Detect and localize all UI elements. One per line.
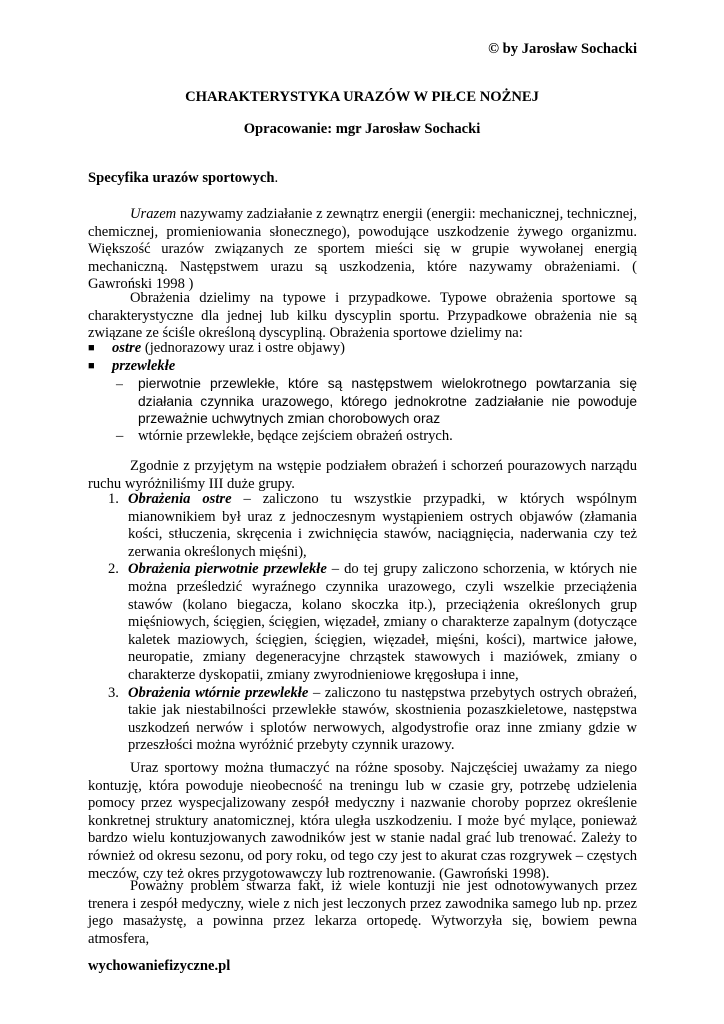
- paragraph-problem: [88, 878, 637, 948]
- dash-bullet-icon: –: [116, 427, 124, 444]
- bullet-term: przewlekłe: [112, 357, 176, 374]
- dash-text: wtórnie przewlekłe, będące zejściem obrażeń ostrych.: [138, 427, 453, 444]
- square-bullet-icon: ■: [88, 359, 95, 372]
- list-item: [88, 491, 637, 561]
- list-item: [88, 340, 637, 358]
- list-item: [88, 428, 637, 446]
- paragraph-text: Poważny problem stwarza fakt, iż wiele kontuzji nie jest odnotowywanych przez trenera i zespół medyczny, wiele z nich jest leczonych przez zawodnika samego lub np. przez jego masażystę, a powinna przez lekarza ortopedę. Wytworzyła się, bowiem pewna atmosfera,: [88, 878, 637, 947]
- author-line: Opracowanie: mgr Jarosław Sochacki: [243, 121, 481, 137]
- dash-bullet-icon: –: [116, 376, 123, 392]
- square-bullet-icon: ■: [88, 342, 95, 354]
- list-item: [88, 685, 637, 755]
- bullet-term: ostre: [112, 340, 142, 356]
- paragraph-obrazenia: [88, 290, 637, 343]
- item-term: Obrażenia wtórnie przewlekłe: [128, 684, 309, 701]
- item-number: 1.: [108, 491, 119, 507]
- item-text: – do tej grupy zaliczono schorzenia, w których nie można prześledzić wyraźnego czynnika urazowego, czyli wszelkie przeciążenia stawów (kolano biegacza, kolano skoczka itp.), przeciążenia określonych grup mięśniowych, ścięgien, ścięgien, więzadeł, zmiany o charakterze zapalnym (dotyczące kaletek maziowych, ścięgien, ścięgien, więzadeł, mięśni, kości), martwice jałowe, neuropatie, zmiany degeneracyjne chrząstek stawowych i maziówek, zmiany o charakterze dyskopatii, zmiany zwyrodnieniowe kręgosłupa i inne,: [128, 561, 637, 683]
- term-urazem: Urazem: [130, 206, 177, 222]
- dash-text: pierwotnie przewlekłe, które są następstwem wielokrotnego powtarzania się działania czynnika urazowego, którego jednokrotne zadziałanie nie powoduje przeważnie uchwytnych zmian chorobowych oraz: [138, 376, 637, 427]
- paragraph-text: Zgodnie z przyjętym na wstępie podziałem obrażeń i schorzeń pourazowych narządu ruchu wyróżniliśmy III duże grupy.: [88, 458, 637, 492]
- paragraph-grupy: [88, 458, 637, 493]
- item-term: Obrażenia ostre: [128, 491, 232, 507]
- footer-site: wychowaniefizyczne.pl: [88, 958, 231, 974]
- copyright-notice: © by Jarosław Sochacki: [488, 41, 637, 57]
- item-text: – zaliczono tu wszystkie przypadki, w których wspólnym mianownikiem był uraz z jednoczesnym wystąpieniem ostrych objawów (złamania kości, stłuczenia, skręcenia i zwichnięcia stawów, naciągnięcia, naderwania czy też zerwania określonych mięśni),: [128, 491, 638, 560]
- item-number: 2.: [108, 561, 119, 578]
- paragraph-text: Obrażenia dzielimy na typowe i przypadkowe. Typowe obrażenia sportowe są charakterystyczne dla jednej lub kilku dyscyplin sportu. Przypadkowe obrażenia nie są związane ze ściśle określoną dyscypliną. Obrażenia sportowe dzielimy na:: [88, 290, 637, 342]
- paragraph-text: nazywamy zadziałanie z zewnątrz energii (energii: mechanicznej, technicznej, chemicznej, promieniowania słonecznego), powodujące uszkodzenie żywego organizmu. Większość urazów związanych ze sportem mieści się w grupie wywołanej energią mechaniczną. Następstwem urazu są uszkodzenia, które nazywamy obrażeniami. ( Gawroński 1998 ): [88, 206, 637, 293]
- section-heading-suffix: .: [274, 170, 279, 186]
- list-item: [88, 561, 637, 684]
- bullet-list: [88, 340, 637, 446]
- item-text: – zaliczono tu następstwa przebytych ostrych obrażeń, takie jak niestabilności przewlekłe stawów, skostnienia pozaszkieletowe, następstwa uszkodzeń nerwów i splotów nerwowych, algodystrofie oraz inne zmiany gdzie w przeszłości można wyróżnić przebyty czynnik urazowy.: [128, 684, 637, 754]
- paragraph-text: Uraz sportowy można tłumaczyć na różne sposoby. Najczęściej uważamy za niego kontuzję, która powoduje nieobecność na treningu lub w czasie gry, potrzebę udzielenia pomocy przez wyspecjalizowany zespół medyczny i nazwanie choroby poprzez określenie konkretnej struktury anatomicznej, która uległa uszkodzeniu. I może być mylące, ponieważ bardzo wielu kontuzjowanych zawodników jest w stanie nadal grać lub trenować. Zależy to również od okresu sezonu, od pory roku, od tego czy jest to akurat czas rozgrywek – częstych meczów, czy też okres przygotowawczy lub roztrenowanie. (Gawroński 1998).: [88, 760, 637, 882]
- paragraph-uraz-sportowy: [88, 760, 637, 883]
- paragraph-urazem: [88, 206, 637, 294]
- item-term: Obrażenia pierwotnie przewlekłe: [128, 561, 327, 578]
- bullet-text: (jednorazowy uraz i ostre objawy): [141, 340, 346, 356]
- item-number: 3.: [108, 684, 119, 701]
- list-item: [88, 358, 637, 376]
- numbered-list: [88, 491, 637, 755]
- section-heading: [88, 170, 278, 188]
- section-heading-text: Specyfika urazów sportowych: [88, 170, 275, 186]
- list-item: [88, 375, 637, 428]
- page-title: CHARAKTERYSTYKA URAZÓW W PIŁCE NOŻNEJ: [185, 89, 539, 105]
